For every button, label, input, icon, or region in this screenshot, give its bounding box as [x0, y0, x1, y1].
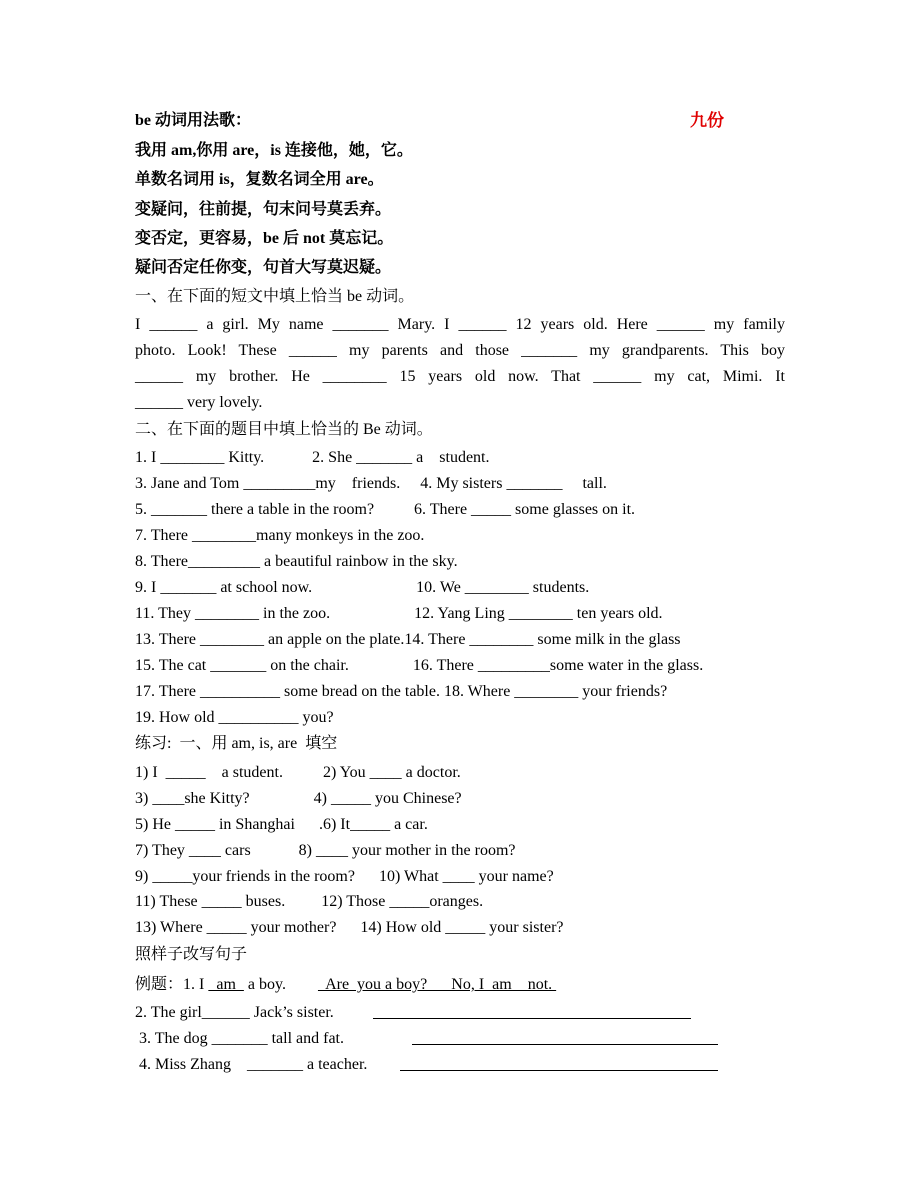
exercise-line: 19. How old __________ you? [135, 709, 334, 726]
practice-line: 9) _____your friends in the room? 10) What ____ your name? [135, 868, 554, 885]
song-line-4: 变否定，更容易，be 后 not 莫忘记。 [135, 230, 394, 247]
rewrite-item-2: 2. The girl______ Jack’s sister. [135, 1004, 334, 1021]
rewrite-heading: 照样子改写句子 [135, 946, 248, 963]
rewrite-item-3: 3. The dog _______ tall and fat. [135, 1030, 344, 1047]
song-line-3: 变疑问，往前提，句末问号莫丢弃。 [135, 201, 392, 218]
passage-line-2: photo. Look! These ______ my parents and those _______ my grandparents. This boy [135, 342, 785, 359]
exercise-line: 15. The cat _______ on the chair. 16. There _________some water in the glass. [135, 657, 704, 674]
song-title: be 动词用法歌： [135, 112, 252, 129]
exercise-line: 7. There ________many monkeys in the zoo. [135, 527, 425, 544]
practice-line: 11) These _____ buses. 12) Those _____oranges. [135, 893, 484, 910]
example-middle: a boy. [243, 976, 318, 993]
example-answer-am: am [208, 976, 244, 993]
song-line-5: 疑问否定任你变，句首大写莫迟疑。 [135, 259, 392, 276]
song-line-2: 单数名词用 is，复数名词全用 are。 [135, 171, 384, 188]
exercise-line: 1. I ________ Kitty. 2. She _______ a student. [135, 449, 490, 466]
song-line-1: 我用 am,你用 are，is 连接他，她，它。 [135, 142, 413, 159]
section1-heading: 一、在下面的短文中填上恰当 be 动词。 [135, 288, 415, 305]
exercise-line: 9. I _______ at school now. 10. We ________ students. [135, 579, 590, 596]
passage-line-1: I ______ a girl. My name _______ Mary. I ______ 12 years old. Here ______ my family [135, 316, 785, 333]
answer-line [412, 1044, 718, 1045]
practice-line: 13) Where _____ your mother? 14) How old _____ your sister? [135, 919, 564, 936]
passage-line-3: ______ my brother. He ________ 15 years old now. That ______ my cat, Mimi. It [135, 368, 785, 385]
practice-line: 5) He _____ in Shanghai .6) It_____ a car. [135, 816, 428, 833]
copy-tag: 九份 [690, 111, 724, 130]
practice-line: 1) I _____ a student. 2) You ____ a doctor. [135, 764, 461, 781]
exercise-line: 8. There_________ a beautiful rainbow in the sky. [135, 553, 458, 570]
exercise-line: 5. _______ there a table in the room? 6. There _____ some glasses on it. [135, 501, 636, 518]
exercise-line: 13. There ________ an apple on the plate.14. There ________ some milk in the glass [135, 631, 681, 648]
practice-line: 7) They ____ cars 8) ____ your mother in the room? [135, 842, 516, 859]
practice-line: 3) ____she Kitty? 4) _____ you Chinese? [135, 790, 462, 807]
exercise-line: 11. They ________ in the zoo. 12. Yang Ling ________ ten years old. [135, 605, 663, 622]
rewrite-item-4: 4. Miss Zhang _______ a teacher. [135, 1056, 368, 1073]
passage-line-4: ______ very lovely. [135, 394, 263, 411]
rewrite-example [135, 975, 556, 995]
example-label: 例题：1. I [135, 976, 209, 993]
practice-heading: 练习: 一、用 am, is, are 填空 [135, 735, 338, 752]
section2-heading: 二、在下面的题目中填上恰当的 Be 动词。 [135, 421, 433, 438]
answer-line [400, 1070, 718, 1071]
answer-line [373, 1018, 691, 1019]
exercise-line: 3. Jane and Tom _________my friends. 4. My sisters _______ tall. [135, 475, 607, 492]
exercise-line: 17. There __________ some bread on the table. 18. Where ________ your friends? [135, 683, 668, 700]
example-answer-question: Are you a boy? No, I am not. [317, 976, 557, 993]
